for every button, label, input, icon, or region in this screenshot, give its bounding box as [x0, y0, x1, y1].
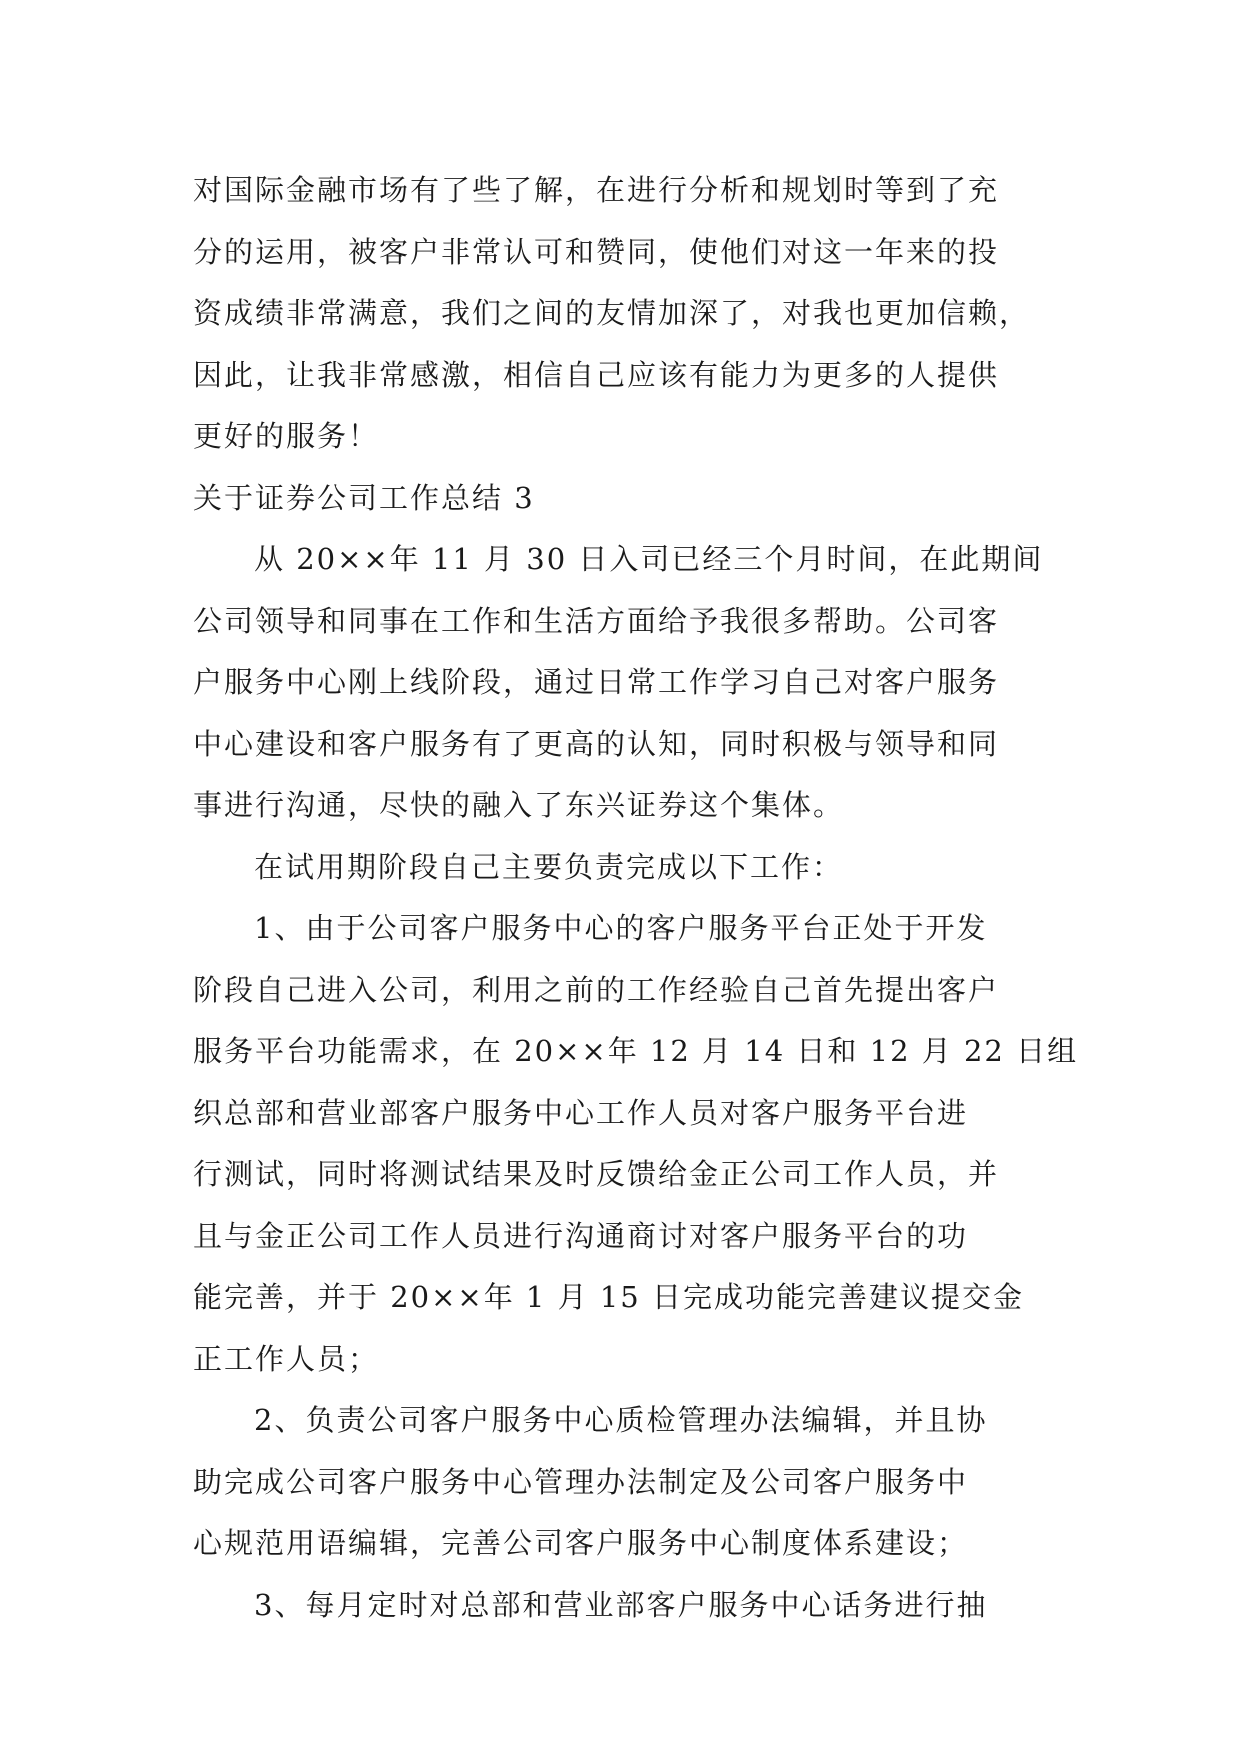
text-line: 服务平台功能需求，在 20××年 12 月 14 日和 12 月 22 日组 — [193, 1034, 1079, 1068]
list-item-3-first-line: 3、每月定时对总部和营业部客户服务中心话务进行抽 — [254, 1587, 988, 1622]
paragraph-first-line: 在试用期阶段自己主要负责完成以下工作： — [254, 849, 844, 884]
text-line: 更好的服务！ — [193, 419, 380, 453]
list-item-1-first-line: 1、由于公司客户服务中心的客户服务平台正处于开发 — [254, 911, 988, 945]
list-item-2-first-line: 2、负责公司客户服务中心质检管理办法编辑，并且协 — [254, 1403, 988, 1437]
text-line: 阶段自己进入公司，利用之前的工作经验自己首先提出客户 — [193, 972, 1000, 1007]
text-line: 公司领导和同事在工作和生活方面给予我很多帮助。公司客 — [193, 603, 1000, 638]
text-line: 事进行沟通，尽快的融入了东兴证券这个集体。 — [193, 788, 845, 822]
text-line: 行测试，同时将测试结果及时反馈给金正公司工作人员，并 — [193, 1157, 1000, 1191]
text-line: 能完善，并于 20××年 1 月 15 日完成功能完善建议提交金 — [193, 1280, 1024, 1314]
text-line: 分的运用，被客户非常认可和赞同，使他们对这一年来的投 — [193, 234, 1000, 269]
text-line: 助完成公司客户服务中心管理办法制定及公司客户服务中 — [193, 1464, 969, 1499]
text-line: 织总部和营业部客户服务中心工作人员对客户服务平台进 — [193, 1095, 969, 1130]
document-body — [193, 160, 1079, 1636]
text-line: 对国际金融市场有了些了解，在进行分析和规划时等到了充 — [193, 173, 1000, 207]
text-line: 心规范用语编辑，完善公司客户服务中心制度体系建设； — [193, 1526, 969, 1560]
text-line: 中心建设和客户服务有了更高的认知，同时积极与领导和同 — [193, 726, 1000, 761]
section-heading: 关于证券公司工作总结 3 — [193, 480, 535, 515]
paragraph-first-line: 从 20××年 11 月 30 日入司已经三个月时间，在此期间 — [254, 542, 1044, 576]
text-line: 户服务中心刚上线阶段，通过日常工作学习自己对客户服务 — [193, 665, 1000, 699]
text-line: 且与金正公司工作人员进行沟通商讨对客户服务平台的功 — [193, 1218, 969, 1253]
text-line: 正工作人员； — [193, 1341, 380, 1376]
text-line: 资成绩非常满意，我们之间的友情加深了，对我也更加信赖， — [193, 296, 1031, 330]
text-line: 因此，让我非常感激，相信自己应该有能力为更多的人提供 — [193, 357, 1000, 392]
